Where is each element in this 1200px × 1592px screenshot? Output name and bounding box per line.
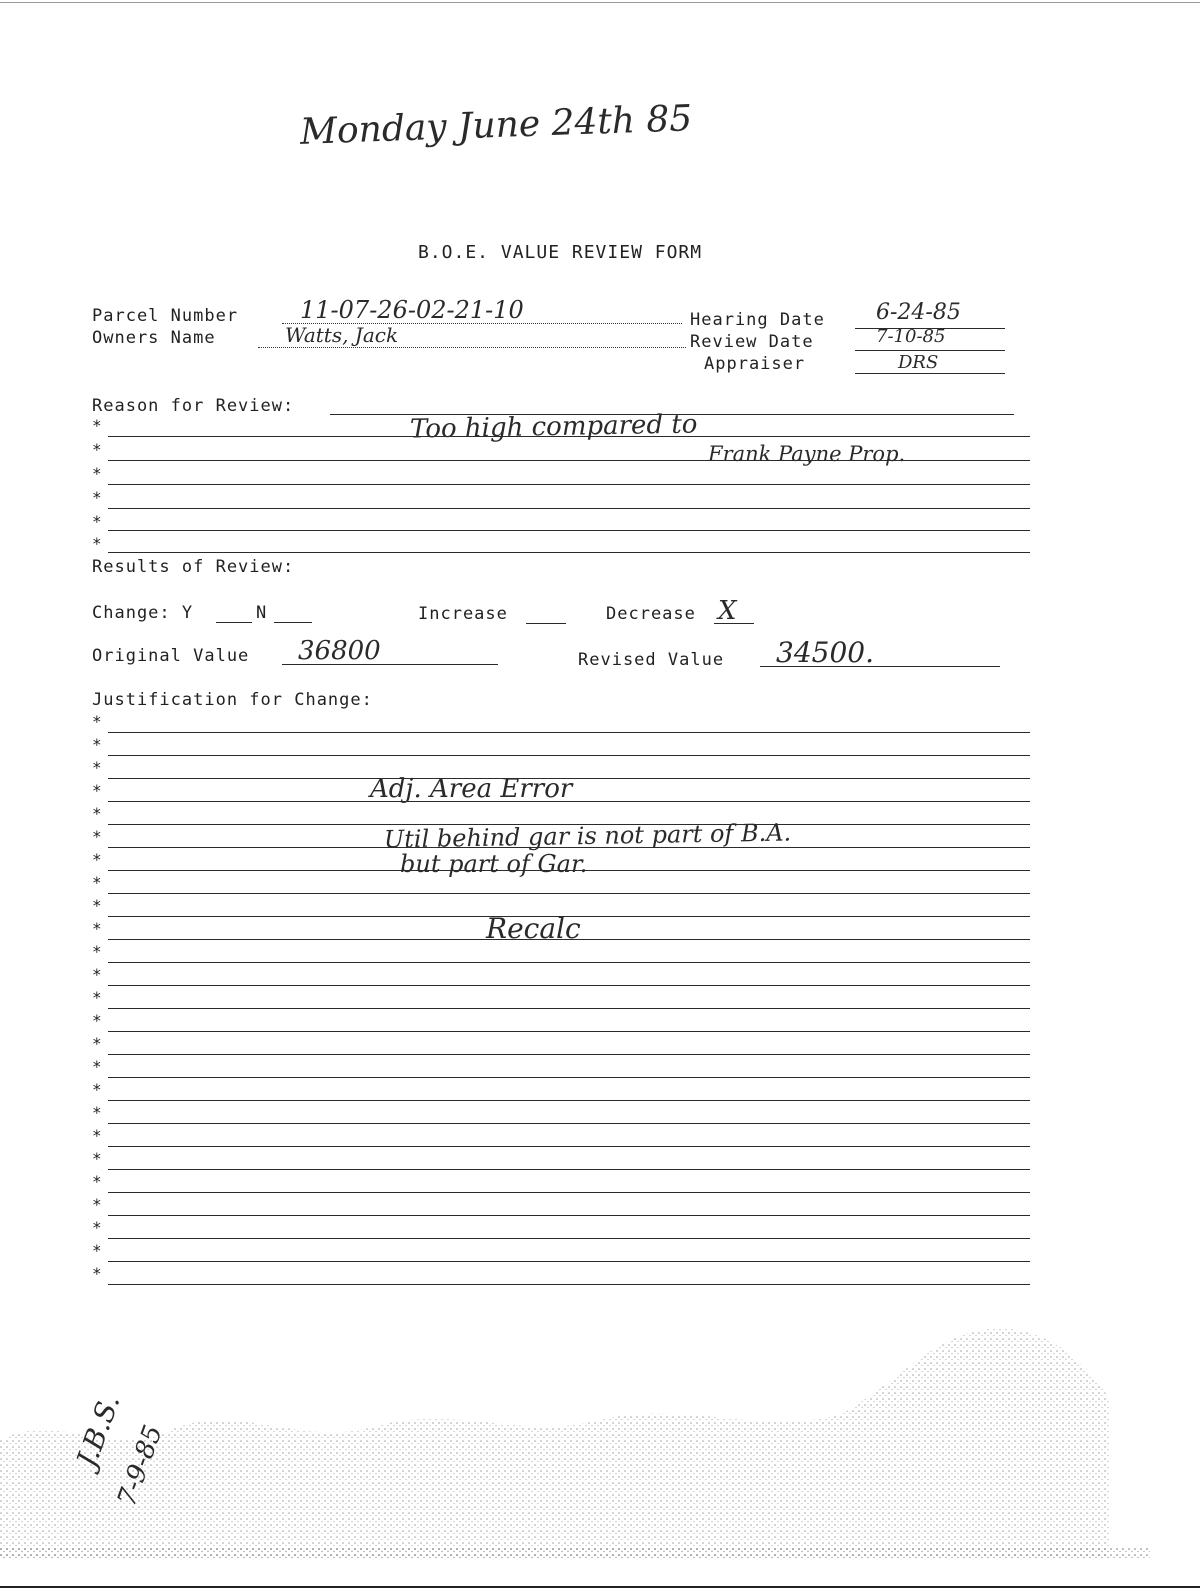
page-bottom-edge xyxy=(0,1586,1200,1588)
justification-line xyxy=(108,1146,1030,1147)
margin-date: 7-9-85 xyxy=(112,1421,169,1511)
appraiser-label: Appraiser xyxy=(704,354,806,374)
justification-line xyxy=(108,755,1030,756)
change-n-label: N xyxy=(256,603,268,623)
justification-star: * xyxy=(92,758,102,777)
justification-star: * xyxy=(92,1241,102,1260)
parcel-number-label: Parcel Number xyxy=(92,306,239,326)
change-y-line xyxy=(216,622,252,623)
reason-handwriting-2: Frank Payne Prop. xyxy=(708,442,906,466)
increase-line xyxy=(526,623,566,624)
justification-star: * xyxy=(92,1126,102,1145)
reason-line xyxy=(108,484,1030,485)
justification-star: * xyxy=(92,1172,102,1191)
justification-star: * xyxy=(92,965,102,984)
justification-star: * xyxy=(92,942,102,961)
justification-star: * xyxy=(92,988,102,1007)
justification-star: * xyxy=(92,1195,102,1214)
owners-name-line xyxy=(258,347,686,348)
justification-line xyxy=(108,893,1030,894)
reason-handwriting-1: Too high compared to xyxy=(409,409,698,445)
reason-star: * xyxy=(92,440,102,459)
justification-line xyxy=(108,1261,1030,1262)
justification-line xyxy=(108,1031,1030,1032)
justification-star: * xyxy=(92,896,102,915)
justification-star: * xyxy=(92,804,102,823)
justification-star: * xyxy=(92,1057,102,1076)
justification-line xyxy=(108,1077,1030,1078)
justification-star: * xyxy=(92,919,102,938)
hearing-date-value: 6-24-85 xyxy=(876,300,961,325)
justification-star: * xyxy=(92,735,102,754)
justification-star: * xyxy=(92,1080,102,1099)
justification-line xyxy=(108,962,1030,963)
justification-handwriting-4: Recalc xyxy=(486,912,581,945)
justification-line xyxy=(108,985,1030,986)
form-title: B.O.E. VALUE REVIEW FORM xyxy=(418,242,703,263)
justification-line xyxy=(108,1054,1030,1055)
original-value-line xyxy=(282,664,498,665)
justification-line xyxy=(108,1008,1030,1009)
hearing-date-label: Hearing Date xyxy=(690,310,825,330)
reason-star: * xyxy=(92,416,102,435)
reason-star: * xyxy=(92,512,102,531)
justification-star: * xyxy=(92,1218,102,1237)
justification-handwriting-3: but part of Gar. xyxy=(400,850,588,878)
justification-star: * xyxy=(92,827,102,846)
justification-handwriting-2: Util behind gar is not part of B.A. xyxy=(383,818,792,854)
decrease-label: Decrease xyxy=(606,604,696,624)
reason-label: Reason for Review: xyxy=(92,396,295,416)
justification-star: * xyxy=(92,781,102,800)
justification-line xyxy=(108,1123,1030,1124)
justification-line xyxy=(108,1192,1030,1193)
page-top-edge xyxy=(0,2,1200,3)
reason-star: * xyxy=(92,534,102,553)
review-date-line xyxy=(855,350,1005,351)
decrease-mark: X xyxy=(718,596,737,626)
justification-line xyxy=(108,732,1030,733)
justification-star: * xyxy=(92,1011,102,1030)
justification-line xyxy=(108,1215,1030,1216)
owners-name-label: Owners Name xyxy=(92,328,216,348)
increase-label: Increase xyxy=(418,604,508,624)
change-n-line xyxy=(274,622,312,623)
revised-value-label: Revised Value xyxy=(578,650,725,670)
margin-initials: J.B.S. xyxy=(70,1389,127,1472)
change-label: Change: Y xyxy=(92,603,194,623)
handwritten-date: Monday June 24th 85 xyxy=(299,98,693,153)
justification-star: * xyxy=(92,873,102,892)
justification-star: * xyxy=(92,1034,102,1053)
justification-line xyxy=(108,1284,1030,1285)
original-value-label: Original Value xyxy=(92,646,250,666)
justification-star: * xyxy=(92,1264,102,1283)
review-date-label: Review Date xyxy=(690,332,814,352)
reason-line xyxy=(108,552,1030,553)
appraiser-line xyxy=(855,373,1005,374)
scan-speckle-noise xyxy=(0,1320,1200,1570)
justification-line xyxy=(108,1238,1030,1239)
decrease-line xyxy=(714,623,754,624)
revised-value-line xyxy=(760,666,1000,667)
reason-star: * xyxy=(92,488,102,507)
justification-label: Justification for Change: xyxy=(92,690,373,710)
reason-line xyxy=(108,530,1030,531)
reason-line xyxy=(108,508,1030,509)
owners-name-value: Watts, Jack xyxy=(285,323,399,347)
justification-line xyxy=(108,1100,1030,1101)
appraiser-value: DRS xyxy=(898,352,939,373)
results-label: Results of Review: xyxy=(92,557,295,577)
review-date-value: 7-10-85 xyxy=(876,326,946,347)
revised-value: 34500. xyxy=(776,636,874,669)
justification-handwriting-1: Adj. Area Error xyxy=(370,774,573,804)
parcel-number-value: 11-07-26-02-21-10 xyxy=(300,296,524,324)
justification-star: * xyxy=(92,850,102,869)
justification-star: * xyxy=(92,1149,102,1168)
justification-star: * xyxy=(92,712,102,731)
reason-star: * xyxy=(92,464,102,483)
original-value: 36800 xyxy=(298,636,381,666)
justification-line xyxy=(108,1169,1030,1170)
justification-star: * xyxy=(92,1103,102,1122)
